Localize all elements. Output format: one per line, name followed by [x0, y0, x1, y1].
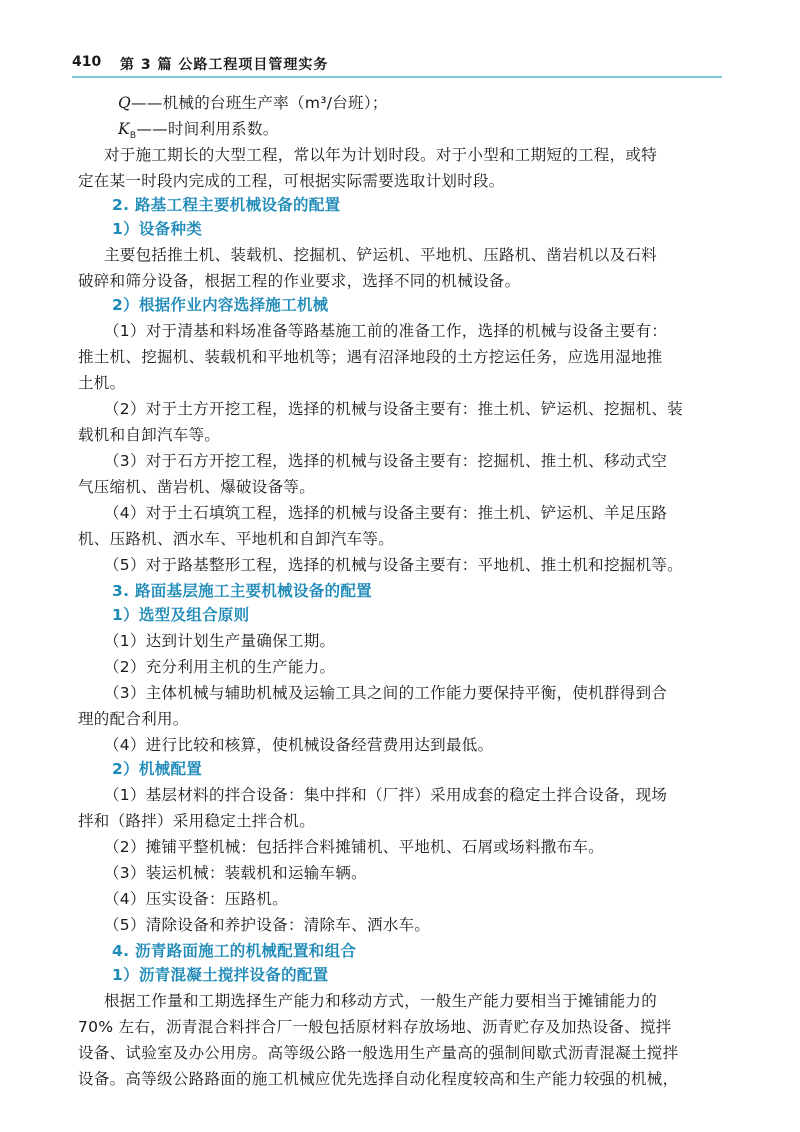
formula-kb-definition [118, 118, 758, 147]
list-item-line: 拌和（路拌）采用稳定土拌合机。 [78, 812, 316, 830]
list-item-line: （2）摊铺平整机械：包括拌合料摊铺机、平地机、石屑或场料撒布车。 [104, 838, 604, 856]
list-item-line: （3）对于石方开挖工程，选择的机械与设备主要有：挖掘机、推土机、移动式空 [104, 452, 668, 470]
subsection-heading: 2）根据作业内容选择施工机械 [112, 296, 329, 314]
list-item-line: （3）主体机械与辅助机械及运输工具之间的工作能力要保持平衡，使机群得到合 [104, 684, 668, 702]
section-heading-4: 4. 沥青路面施工的机械配置和组合 [112, 942, 357, 960]
list-item-line: 气压缩机、凿岩机、爆破设备等。 [78, 478, 316, 496]
kb-definition: ——时间利用系数。 [136, 120, 279, 138]
paragraph-line: 设备、试验室及办公用房。高等级公路一般选用生产量高的强制间歇式沥青混凝土搅拌 [78, 1044, 679, 1062]
paragraph-line: 设备。高等级公路路面的施工机械应优先选择自动化程度较高和生产能力较强的机械， [78, 1070, 679, 1088]
list-item-line: （1）基层材料的拌合设备：集中拌和（厂拌）采用成套的稳定土拌合设备，现场 [104, 786, 668, 804]
list-item-line: （5）清除设备和养护设备：清除车、洒水车。 [104, 916, 431, 934]
paragraph-line: 破碎和筛分设备，根据工程的作业要求，选择不同的机械设备。 [78, 272, 521, 290]
section-heading-2: 2. 路基工程主要机械设备的配置 [112, 196, 341, 214]
page-header [72, 52, 722, 78]
subsection-heading: 1）设备种类 [112, 220, 203, 238]
part-title: 第 3 篇 公路工程项目管理实务 [120, 57, 329, 73]
paragraph-line: 定在某一时段内完成的工程，可根据实际需要选取计划时段。 [78, 172, 505, 190]
list-item-line: 载机和自卸汽车等。 [78, 426, 221, 444]
page-number: 410 [72, 54, 102, 70]
list-item-line: （4）进行比较和核算，使机械设备经营费用达到最低。 [104, 736, 494, 754]
list-item-line: （4）压实设备：压路机。 [104, 890, 288, 908]
list-item-line: （3）装运机械：装载机和运输车辆。 [104, 864, 367, 882]
list-item-line: （2）充分利用主机的生产能力。 [104, 658, 336, 676]
section-heading-3: 3. 路面基层施工主要机械设备的配置 [112, 582, 372, 600]
paragraph-line: 主要包括推土机、装载机、挖掘机、铲运机、平地机、压路机、凿岩机以及石料 [104, 246, 658, 264]
paragraph-line: 对于施工期长的大型工程，常以年为计划时段。对于小型和工期短的工程，或特 [104, 146, 658, 164]
subsection-heading: 1）沥青混凝土搅拌设备的配置 [112, 966, 329, 984]
list-item-line: （4）对于土石填筑工程，选择的机械与设备主要有：推土机、铲运机、羊足压路 [104, 504, 668, 522]
list-item-line: （1）对于清基和料场准备等路基施工前的准备工作，选择的机械与设备主要有： [104, 322, 668, 340]
list-item-line: 推土机、挖掘机、装载机和平地机等；遇有沼泽地段的土方挖运任务，应选用湿地推 [78, 348, 663, 366]
paragraph-line: 根据工作量和工期选择生产能力和移动方式，一般生产能力要相当于摊铺能力的 [104, 992, 658, 1010]
list-item-line: 理的配合利用。 [78, 710, 189, 728]
formula-q-definition [118, 92, 758, 114]
q-definition: ——机械的台班生产率（m³/台班）； [131, 94, 388, 112]
subsection-heading: 1）选型及组合原则 [112, 606, 250, 624]
list-item-line: （2）对于土方开挖工程，选择的机械与设备主要有：推土机、铲运机、挖掘机、装 [104, 400, 683, 418]
subsection-heading: 2）机械配置 [112, 760, 203, 778]
kb-subscript: B [129, 131, 137, 142]
kb-symbol: K [118, 120, 130, 138]
list-item-line: （1）达到计划生产量确保工期。 [104, 632, 336, 650]
list-item-line: （5）对于路基整形工程，选择的机械与设备主要有：平地机、推土机和挖掘机等。 [104, 556, 683, 574]
list-item-line: 土机。 [78, 374, 126, 392]
q-symbol: Q [118, 94, 132, 112]
list-item-line: 机、压路机、洒水车、平地机和自卸汽车等。 [78, 530, 395, 548]
paragraph-line: 70% 左右，沥青混合料拌合厂一般包括原材料存放场地、沥青贮存及加热设备、搅拌 [78, 1018, 672, 1036]
